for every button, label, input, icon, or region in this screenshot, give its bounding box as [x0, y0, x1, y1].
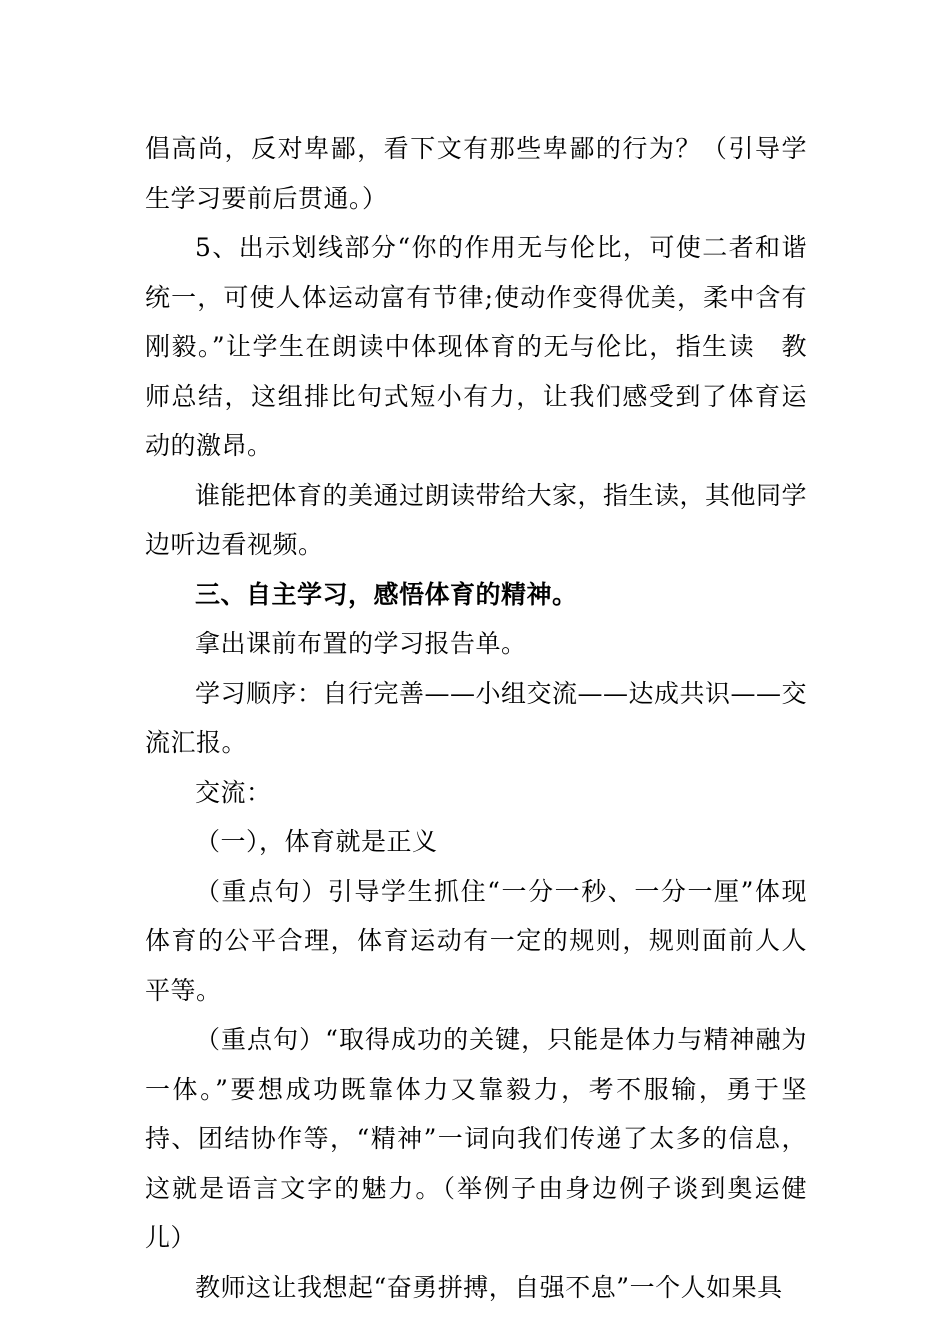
paragraph-reading: 谁能把体育的美通过朗读带给大家，指生读，其他同学边听边看视频。	[145, 480, 808, 559]
document-body	[145, 124, 807, 1312]
paragraph-learning-order: 学习顺序：自行完善——小组交流——达成共识——交流汇报。	[145, 678, 808, 757]
subheading-justice: （一），体育就是正义	[195, 827, 438, 856]
section-heading-3: 三、自主学习，感悟体育的精神。	[195, 579, 578, 609]
paragraph-report-sheet: 拿出课前布置的学习报告单。	[195, 629, 527, 658]
paragraph-continuation: 倡高尚，反对卑鄙，看下文有那些卑鄙的行为？（引导学生学习要前后贯通。）	[145, 134, 807, 213]
paragraph-item-5: 5、出示划线部分“你的作用无与伦比，可使二者和谐统一，可使人体运动富有节律;使动作变得优美，柔中含有刚毅。”让学生在朗读中体现体育的无与伦比，指生读 教师总结，这组排比句式短小有力，让我们感受到了体育运动的激昂。	[145, 233, 807, 460]
paragraph-exchange-label: 交流：	[195, 777, 272, 807]
paragraph-key-sentence-2: （重点句）“取得成功的关键，只能是体力与精神融为一体。”要想成功既靠体力又靠毅力，考不服输，勇于坚持、团结协作等，“精神”一词向我们传递了太多的信息，这就是语言文字的魅力。（举例子由身边例子谈到奥运健儿）	[145, 1025, 807, 1252]
paragraph-teacher-remark: 教师这让我想起“奋勇拼搏，自强不息”一个人如果具	[195, 1272, 783, 1302]
paragraph-key-sentence-1: （重点句）引导学生抓住“一分一秒、一分一厘”体现体育的公平合理，体育运动有一定的规则，规则面前人人平等。	[145, 876, 807, 1005]
